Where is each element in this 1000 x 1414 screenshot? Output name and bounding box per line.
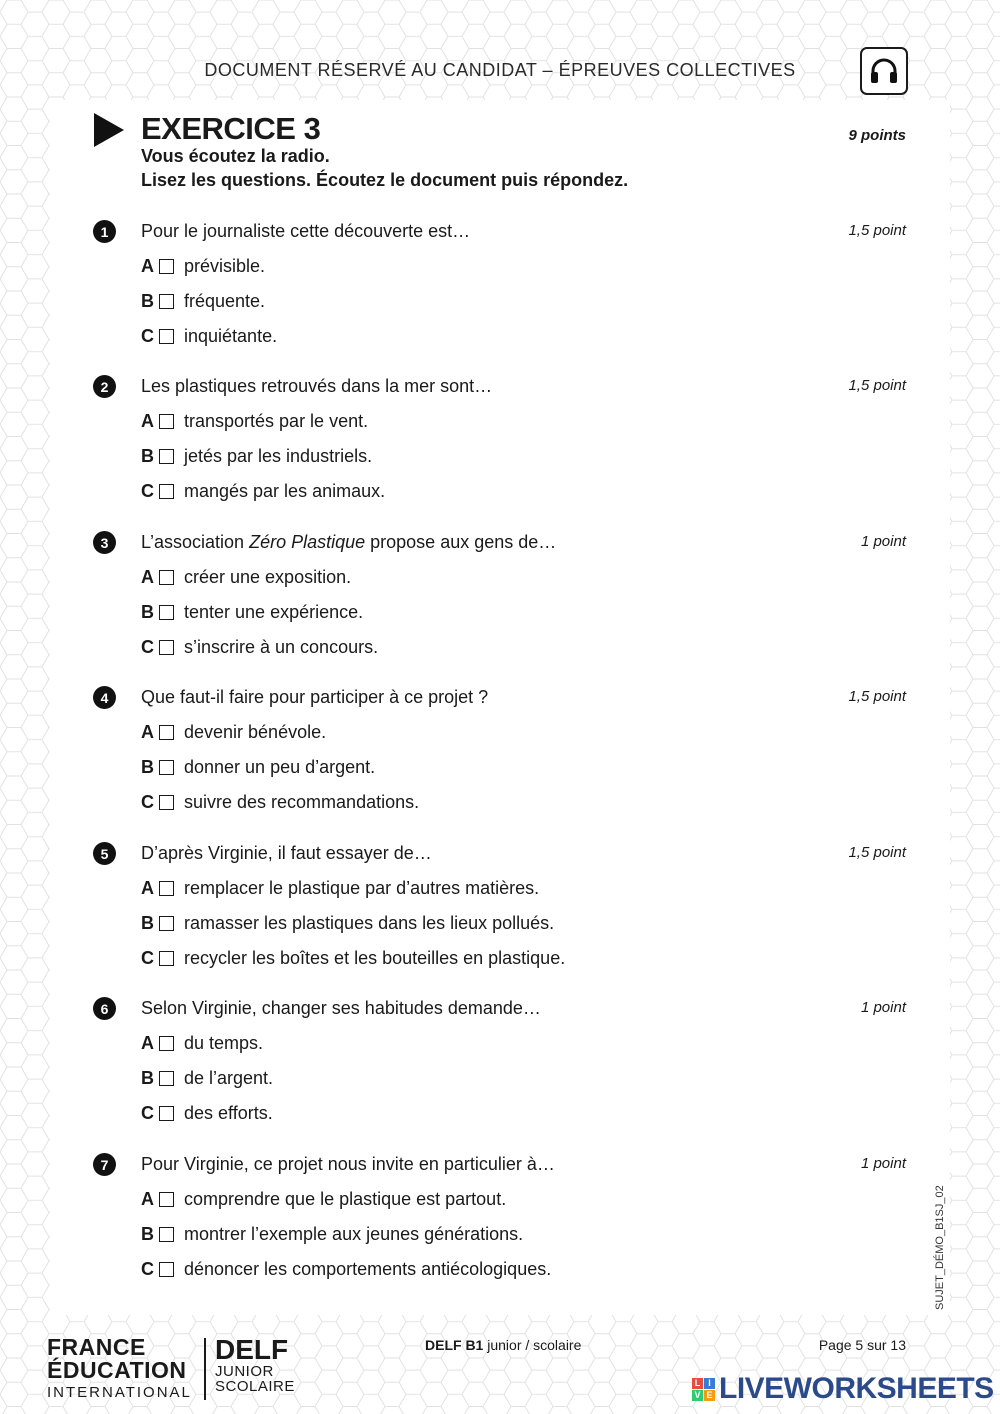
question-text: Que faut-il faire pour participer à ce projet ?	[141, 687, 489, 707]
option-letter: B	[141, 446, 154, 466]
logo-line-1: FRANCE	[47, 1334, 146, 1360]
delf-logo	[215, 1336, 295, 1394]
question-text: Les plastiques retrouvés dans la mer sont…	[141, 376, 493, 396]
grid-letter: E	[704, 1390, 715, 1401]
option-checkbox[interactable]	[159, 605, 174, 620]
option-c	[141, 1258, 551, 1281]
option-checkbox[interactable]	[159, 1192, 174, 1207]
question-text	[141, 531, 556, 554]
option-letter: C	[141, 326, 154, 346]
exercise-title: EXERCICE 3	[141, 111, 321, 146]
logo-line-3: INTERNATIONAL	[47, 1384, 192, 1401]
option-letter: A	[141, 567, 154, 587]
option-text: prévisible.	[184, 256, 266, 276]
option-text: s’inscrire à un concours.	[184, 637, 379, 657]
option-b	[141, 912, 554, 935]
option-b	[141, 756, 375, 779]
document-code: SUJET_DÉMO_B1SJ_02	[934, 1185, 946, 1310]
option-checkbox[interactable]	[159, 725, 174, 740]
question-points: 1,5 point	[848, 222, 906, 239]
option-a	[141, 566, 351, 589]
option-checkbox[interactable]	[159, 1071, 174, 1086]
option-text: du temps.	[184, 1033, 264, 1053]
liveworksheets-grid-icon	[692, 1378, 715, 1401]
option-checkbox[interactable]	[159, 951, 174, 966]
option-checkbox[interactable]	[159, 570, 174, 585]
option-text: tenter une expérience.	[184, 602, 364, 622]
question-number: 4	[93, 686, 116, 709]
option-checkbox[interactable]	[159, 1262, 174, 1277]
option-letter: C	[141, 481, 154, 501]
option-checkbox[interactable]	[159, 294, 174, 309]
option-checkbox[interactable]	[159, 1227, 174, 1242]
option-checkbox[interactable]	[159, 449, 174, 464]
delf-sub-2: SCOLAIRE	[215, 1378, 295, 1395]
question-number: 7	[93, 1153, 116, 1176]
option-checkbox[interactable]	[159, 484, 174, 499]
option-a	[141, 1032, 263, 1055]
liveworksheets-wordmark: LIVEWORKSHEETS	[719, 1372, 994, 1405]
headphones-icon	[860, 47, 908, 95]
option-c	[141, 791, 419, 814]
option-checkbox[interactable]	[159, 1106, 174, 1121]
question-text: Pour Virginie, ce projet nous invite en particulier à…	[141, 1154, 555, 1174]
option-text: devenir bénévole.	[184, 722, 327, 742]
option-a	[141, 255, 265, 278]
option-text: ramasser les plastiques dans les lieux pollués.	[184, 913, 555, 933]
question-points: 1,5 point	[848, 844, 906, 861]
option-text: comprendre que le plastique est partout.	[184, 1189, 507, 1209]
option-letter: B	[141, 602, 154, 622]
option-letter: C	[141, 948, 154, 968]
question-text-start: L’association	[141, 532, 250, 552]
option-letter: A	[141, 878, 154, 898]
option-letter: B	[141, 1068, 154, 1088]
logo-divider	[204, 1338, 206, 1400]
option-b	[141, 290, 265, 313]
option-checkbox[interactable]	[159, 640, 174, 655]
option-c	[141, 480, 385, 503]
option-letter: A	[141, 1033, 154, 1053]
exercise-instruction-1: Vous écoutez la radio.	[141, 146, 330, 166]
exam-level-rest: junior / scolaire	[483, 1337, 582, 1353]
option-letter: A	[141, 256, 154, 276]
question-points: 1,5 point	[848, 377, 906, 394]
option-checkbox[interactable]	[159, 916, 174, 931]
question-number: 1	[93, 220, 116, 243]
question-points: 1 point	[860, 533, 906, 550]
option-text: inquiétante.	[184, 326, 278, 346]
exercise-instruction-2: Lisez les questions. Écoutez le document puis répondez.	[141, 170, 629, 190]
option-checkbox[interactable]	[159, 414, 174, 429]
question-points: 1,5 point	[848, 688, 906, 705]
option-b	[141, 445, 372, 468]
option-letter: B	[141, 1224, 154, 1244]
association-name: Zéro Plastique	[249, 532, 366, 552]
option-text: des efforts.	[184, 1103, 273, 1123]
grid-letter: V	[692, 1390, 703, 1401]
exam-level-bold: DELF B1	[425, 1337, 484, 1353]
option-text: suivre des recommandations.	[184, 792, 420, 812]
option-letter: A	[141, 722, 154, 742]
option-text: dénoncer les comportements antiécologiques.	[184, 1259, 552, 1279]
delf-word: DELF	[215, 1334, 289, 1365]
option-text: jetés par les industriels.	[184, 446, 373, 466]
option-c	[141, 947, 565, 970]
option-letter: C	[141, 1259, 154, 1279]
play-arrow-icon	[94, 113, 124, 147]
option-text: mangés par les animaux.	[184, 481, 386, 501]
page-number: Page 5 sur 13	[818, 1337, 906, 1353]
delf-sub-1: JUNIOR	[215, 1363, 274, 1380]
grid-letter: I	[704, 1378, 715, 1389]
question-number: 6	[93, 997, 116, 1020]
option-b	[141, 1067, 273, 1090]
question-number: 3	[93, 531, 116, 554]
option-letter: B	[141, 291, 154, 311]
question-text: D’après Virginie, il faut essayer de…	[141, 843, 432, 863]
option-c	[141, 325, 277, 348]
option-checkbox[interactable]	[159, 760, 174, 775]
option-a	[141, 721, 326, 744]
option-text: de l’argent.	[184, 1068, 274, 1088]
question-text: Pour le journaliste cette découverte est…	[141, 221, 471, 241]
option-text: remplacer le plastique par d’autres matières.	[184, 878, 540, 898]
option-b	[141, 1223, 523, 1246]
option-text: recycler les boîtes et les bouteilles en plastique.	[184, 948, 566, 968]
question-points: 1 point	[860, 1155, 906, 1172]
option-letter: C	[141, 792, 154, 812]
exam-level	[425, 1337, 581, 1353]
option-text: créer une exposition.	[184, 567, 352, 587]
question-points: 1 point	[860, 999, 906, 1016]
france-education-international-logo	[47, 1336, 192, 1400]
exercise-points: 9 points	[848, 127, 906, 144]
logo-line-2: ÉDUCATION	[47, 1357, 187, 1383]
option-text: fréquente.	[184, 291, 266, 311]
option-a	[141, 1188, 506, 1211]
option-c	[141, 1102, 273, 1125]
liveworksheets-logo	[692, 1372, 994, 1406]
option-letter: A	[141, 1189, 154, 1209]
option-checkbox[interactable]	[159, 1036, 174, 1051]
question-number: 5	[93, 842, 116, 865]
question-number: 2	[93, 375, 116, 398]
option-letter: B	[141, 913, 154, 933]
question-text: Selon Virginie, changer ses habitudes demande…	[141, 998, 541, 1018]
option-checkbox[interactable]	[159, 795, 174, 810]
grid-letter: L	[692, 1378, 703, 1389]
option-checkbox[interactable]	[159, 329, 174, 344]
header-title: DOCUMENT RÉSERVÉ AU CANDIDAT – ÉPREUVES COLLECTIVES	[204, 60, 796, 80]
option-checkbox[interactable]	[159, 259, 174, 274]
option-letter: C	[141, 637, 154, 657]
option-letter: B	[141, 757, 154, 777]
option-text: transportés par le vent.	[184, 411, 369, 431]
option-checkbox[interactable]	[159, 881, 174, 896]
option-letter: A	[141, 411, 154, 431]
option-a	[141, 877, 539, 900]
option-text: montrer l’exemple aux jeunes générations.	[184, 1224, 524, 1244]
option-text: donner un peu d’argent.	[184, 757, 376, 777]
option-a	[141, 410, 368, 433]
option-letter: C	[141, 1103, 154, 1123]
question-text-end: propose aux gens de…	[365, 532, 557, 552]
option-b	[141, 601, 363, 624]
option-c	[141, 636, 378, 659]
